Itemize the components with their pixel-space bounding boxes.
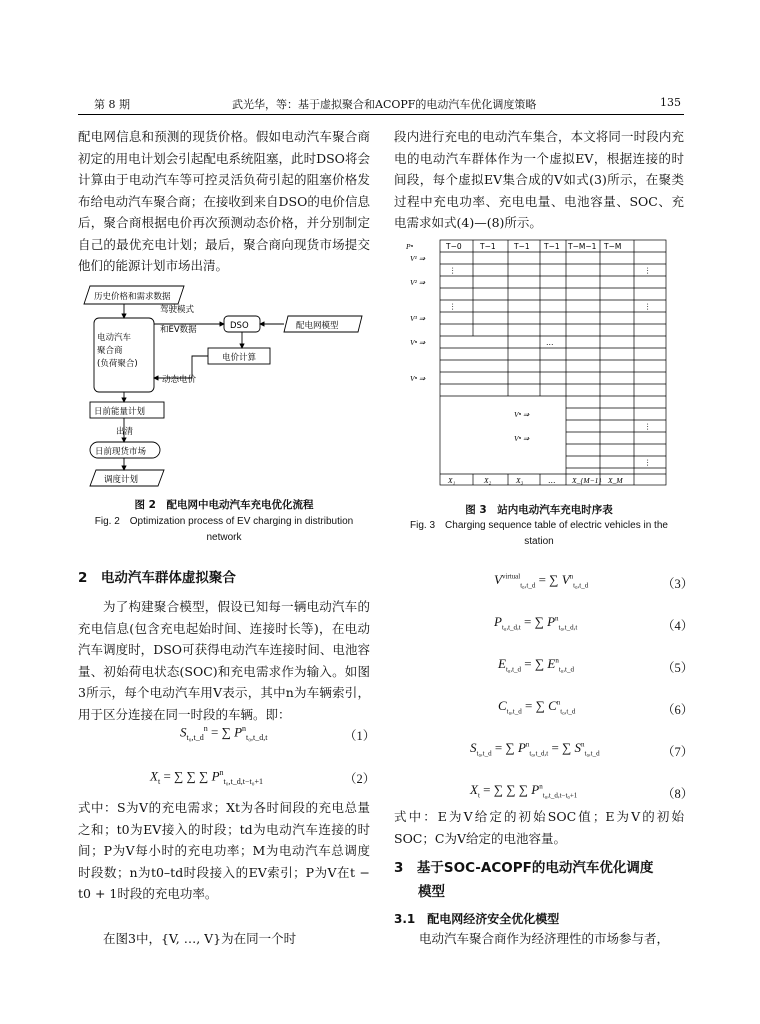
left-paragraph-1 bbox=[78, 126, 370, 277]
equation-6-number: （6） bbox=[662, 703, 694, 717]
page-number: 135 bbox=[660, 96, 681, 109]
equation-5-number: （5） bbox=[662, 661, 694, 675]
mode-label-1: 驾驶模式 bbox=[160, 305, 195, 315]
spot-label: 日前现货市场 bbox=[95, 447, 147, 457]
figure-3-caption-en-2: station bbox=[524, 536, 554, 547]
equation-2: $X_t$ = ∑ ∑ ∑ $P^n_{t_0,t\_d,t-t_0+1}$ bbox=[150, 768, 264, 786]
equation-7: $S_{t_0,t\_d}$ = ∑ $P^n_{t_0,t\_d,t}$ = ∑ $S^n_{t_0,t\_d}$ bbox=[470, 740, 600, 758]
cell-ellipsis-1: … bbox=[546, 338, 554, 347]
price-label: 电价计算 bbox=[222, 353, 257, 363]
col-header-2: T−1 bbox=[514, 242, 530, 251]
figure-2-caption-en-2: network bbox=[206, 532, 242, 543]
header-rule bbox=[78, 114, 684, 115]
left-para2-text: 为了构建聚合模型，假设已知每一辆电动汽车的充电信息(包含充电起始时间、连接时长等)，在电动汽车调度时，DSO可获得电动汽车连接时间、电池容量、初始荷电状态(SOC)和充电需求作为输入。如图3所示，每个电动汽车用V表示，其中n为车辆索引，用于区分连接在同一时段的车辆。即： bbox=[78, 599, 370, 722]
equation-4-number: （4） bbox=[662, 619, 694, 633]
bottom-label-0: X₁ bbox=[448, 476, 456, 485]
left-para4-text: 在图3中，{V, …, V}为在同一个时 bbox=[103, 931, 297, 946]
section-3-title-line-2: 模型 bbox=[418, 884, 445, 900]
col-header-5: T−M bbox=[604, 242, 622, 251]
row-label-v6: Vⁿ ⇒ bbox=[514, 410, 530, 419]
bottom-label-4: X_{M−1} bbox=[572, 476, 602, 485]
equation-8: $X_t$ = ∑ ∑ ∑ $P^n_{t_0,t\_d,t-t_0+1}$ bbox=[470, 782, 578, 800]
cell-dots-2: ⋮ bbox=[644, 266, 652, 275]
schedule-label: 调度计划 bbox=[104, 475, 139, 485]
section-3-1-title: 3.1 配电网经济安全优化模型 bbox=[394, 912, 560, 926]
right-para3-text: 电动汽车聚合商作为经济理性的市场参与者， bbox=[419, 931, 670, 946]
history-label: 历史价格和需求数据 bbox=[94, 292, 171, 302]
figure-3-caption-en-1: Fig. 3 Charging sequence table of electric vehicles in the bbox=[410, 520, 668, 531]
equation-4: $P_{t_0,t\_d,t}$ = ∑ $P^n_{t_0,t\_d,t}$ bbox=[494, 614, 578, 632]
equation-1-number: （1） bbox=[344, 729, 376, 743]
left-para1-text: 配电网信息和预测的现货价格。假如电动汽车聚合商初定的用电计划会引起配电系统阻塞，此时DSO将会计算由于电动汽车等可控灵活负荷引起的阻塞价格发布给电动汽车聚合商；在接收到来自DSO的电价信息后，聚合商根据电价再次预测动态价格，并分别制定自己的最优充电计划；最后，聚合商向现货市场提交他们的能源计划市场出清。 bbox=[78, 129, 370, 273]
equation-1: $S_{t_0,t\_d}^n$ = ∑ $P^n_{t_0,t\_d,t}$ bbox=[180, 724, 268, 742]
figure-2-flowchart bbox=[82, 282, 372, 492]
row-label-p: Pⁿ bbox=[406, 242, 413, 251]
equation-6: $C_{t_0,t\_d}$ = ∑ $C^n_{t_0,t\_d}$ bbox=[498, 698, 576, 716]
cell-dots-3: ⋮ bbox=[449, 302, 457, 311]
cell-dots-6: ⋮ bbox=[644, 458, 652, 467]
clearing-label: 出清 bbox=[116, 427, 134, 437]
equation-2-number: （2） bbox=[344, 772, 376, 786]
col-header-4: T−M−1 bbox=[568, 242, 597, 251]
cell-dots-4: ⋮ bbox=[644, 302, 652, 311]
left-para3-text: 式中：S为V的充电需求；Xt为各时间段的充电总量之和；t0为EV接入的时段；td为电动汽车连接的时间；P为V每小时的充电功率；M为电动汽车总调度时段数；n为t0–td时段接入的EV索引；P为V在t − t0 + 1时段的充电功率。 bbox=[78, 800, 370, 901]
bottom-label-2: X₃ bbox=[516, 476, 524, 485]
section-3-title-line-1: 3 基于SOC-ACOPF的电动汽车优化调度 bbox=[394, 860, 654, 876]
aggregator-label-2: 聚合商 bbox=[97, 346, 123, 356]
issue-number: 第 8 期 bbox=[94, 98, 130, 111]
left-paragraph-3 bbox=[78, 797, 370, 905]
aggregator-label-3: (负荷聚合) bbox=[97, 359, 138, 369]
grid-label: 配电网模型 bbox=[296, 321, 339, 331]
dso-label: DSO bbox=[230, 321, 249, 331]
col-header-0: T−0 bbox=[446, 242, 462, 251]
equation-5: $E_{t_0,t\_d}$ = ∑ $E^n_{t_0,t\_d}$ bbox=[498, 656, 574, 674]
figure-3-caption-cn: 图 3 站内电动汽车充电时序表 bbox=[465, 504, 613, 516]
equation-8-number: （8） bbox=[662, 787, 694, 801]
right-paragraph-3 bbox=[394, 928, 684, 950]
row-label-v2: V² ⇒ bbox=[410, 278, 425, 287]
col-header-3: T−1 bbox=[544, 242, 560, 251]
col-header-1: T−1 bbox=[480, 242, 496, 251]
left-paragraph-4 bbox=[78, 928, 370, 950]
right-para2-text: 式中：E为V给定的初始SOC值；E为V的初始SOC；C为V给定的电池容量。 bbox=[394, 809, 684, 846]
equation-7-number: （7） bbox=[662, 745, 694, 759]
section-2-title: 2 电动汽车群体虚拟聚合 bbox=[78, 570, 236, 586]
dynamic-price-label: 动态电价 bbox=[162, 375, 197, 385]
right-para1-text: 段内进行充电的电动汽车集合，本文将同一时段内充电的电动汽车群体作为一个虚拟EV，根据连接的时间段，每个虚拟EV集合成的V如式(3)所示，在聚类过程中充电功率、充电电量、电池容量、SOC、充电需求如式(4)—(8)所示。 bbox=[394, 129, 684, 230]
right-paragraph-1 bbox=[394, 126, 684, 234]
aggregator-label-1: 电动汽车 bbox=[97, 333, 132, 343]
figure-3-table bbox=[404, 236, 676, 494]
row-label-v3: V³ ⇒ bbox=[410, 314, 425, 323]
right-paragraph-2 bbox=[394, 806, 684, 849]
bottom-label-1: X₂ bbox=[484, 476, 492, 485]
equation-3: $V^{virtual}_{t_0,t\_d}$ = ∑ $V^n_{t_0,t\_d}$ bbox=[494, 572, 589, 590]
mode-label-2: 和EV数据 bbox=[160, 325, 197, 335]
bottom-label-5: X_M bbox=[608, 476, 623, 485]
cell-dots-5: ⋮ bbox=[644, 422, 652, 431]
row-label-v4: Vⁿ ⇒ bbox=[410, 338, 426, 347]
running-title: 武光华，等：基于虚拟聚合和ACOPF的电动汽车优化调度策略 bbox=[232, 98, 537, 111]
left-paragraph-2 bbox=[78, 596, 370, 725]
cell-dots-1: ⋮ bbox=[449, 266, 457, 275]
row-label-v1: V¹ ⇒ bbox=[410, 254, 425, 263]
row-label-v7: Vⁿ ⇒ bbox=[514, 434, 530, 443]
figure-2-caption-en-1: Fig. 2 Optimization process of EV charging in distribution bbox=[94, 516, 354, 527]
figure-2-caption-cn: 图 2 配电网中电动汽车充电优化流程 bbox=[134, 499, 314, 511]
dayahead-label: 日前能量计划 bbox=[94, 407, 146, 417]
row-label-v5: Vⁿ ⇒ bbox=[410, 374, 426, 383]
bottom-label-3: … bbox=[548, 476, 556, 485]
equation-3-number: （3） bbox=[662, 577, 694, 591]
